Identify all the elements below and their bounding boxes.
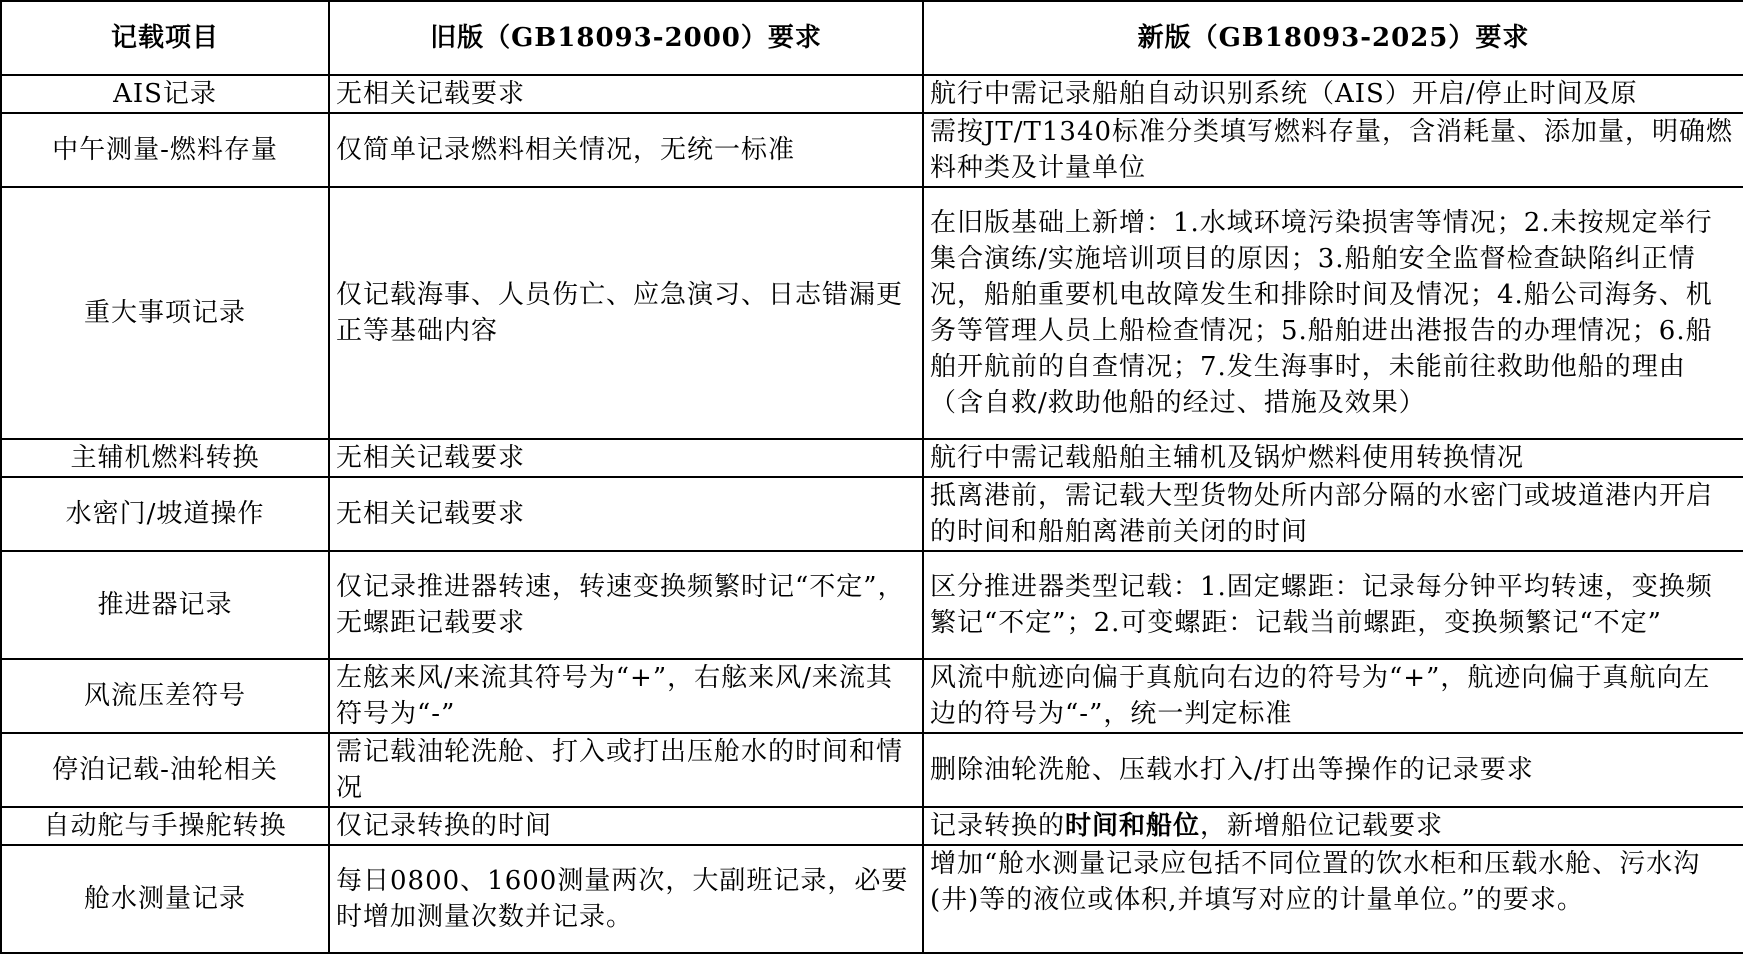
header-old-version: 旧版（GB18093-2000）要求 <box>329 1 923 75</box>
item-cell: 中午测量-燃料存量 <box>1 113 329 187</box>
new-requirement-cell <box>923 807 1743 845</box>
item-cell: 风流压差符号 <box>1 659 329 733</box>
item-cell: 主辅机燃料转换 <box>1 439 329 477</box>
table-row <box>1 75 1743 113</box>
item-cell: 停泊记载-油轮相关 <box>1 733 329 807</box>
table-row <box>1 659 1743 733</box>
old-requirement-cell: 左舷来风/来流其符号为“+”，右舷来风/来流其符号为“-” <box>329 659 923 733</box>
item-cell: 自动舵与手操舵转换 <box>1 807 329 845</box>
old-requirement-cell: 无相关记载要求 <box>329 439 923 477</box>
item-cell: 水密门/坡道操作 <box>1 477 329 551</box>
old-requirement-cell: 仅记载海事、人员伤亡、应急演习、日志错漏更正等基础内容 <box>329 187 923 439</box>
table-row <box>1 477 1743 551</box>
table-row <box>1 551 1743 659</box>
new-requirement-cell: 抵离港前，需记载大型货物处所内部分隔的水密门或坡道港内开启的时间和船舶离港前关闭的时间 <box>923 477 1743 551</box>
table-row <box>1 845 1743 953</box>
old-requirement-cell: 仅记录推进器转速，转速变换频繁时记“不定”，无螺距记载要求 <box>329 551 923 659</box>
table-row <box>1 113 1743 187</box>
header-new-version: 新版（GB18093-2025）要求 <box>923 1 1743 75</box>
new-requirement-prefix: 记录转换的 <box>930 811 1066 841</box>
item-cell: 推进器记录 <box>1 551 329 659</box>
new-requirement-cell: 风流中航迹向偏于真航向右边的符号为“+”，航迹向偏于真航向左边的符号为“-”，统一判定标准 <box>923 659 1743 733</box>
table-row <box>1 733 1743 807</box>
old-requirement-cell: 每日0800、1600测量两次，大副班记录，必要时增加测量次数并记录。 <box>329 845 923 953</box>
item-cell: 舱水测量记录 <box>1 845 329 953</box>
old-requirement-cell: 仅记录转换的时间 <box>329 807 923 845</box>
new-requirement-cell: 需按JT/T1340标准分类填写燃料存量，含消耗量、添加量，明确燃料种类及计量单位 <box>923 113 1743 187</box>
table-row <box>1 807 1743 845</box>
new-requirement-cell: 删除油轮洗舱、压载水打入/打出等操作的记录要求 <box>923 733 1743 807</box>
table-row <box>1 187 1743 439</box>
new-requirement-cell: 增加“舱水测量记录应包括不同位置的饮水柜和压载水舱、污水沟(井)等的液位或体积,并填写对应的计量单位。”的要求。 <box>923 845 1743 953</box>
old-requirement-cell: 仅简单记录燃料相关情况，无统一标准 <box>329 113 923 187</box>
item-cell: AIS记录 <box>1 75 329 113</box>
new-requirement-cell: 航行中需记录船舶自动识别系统（AIS）开启/停止时间及原 <box>923 75 1743 113</box>
old-requirement-cell: 无相关记载要求 <box>329 75 923 113</box>
old-requirement-cell: 需记载油轮洗舱、打入或打出压舱水的时间和情况 <box>329 733 923 807</box>
item-cell: 重大事项记录 <box>1 187 329 439</box>
new-requirement-cell: 区分推进器类型记载：1.固定螺距：记录每分钟平均转速，变换频繁记“不定”；2.可变螺距：记载当前螺距，变换频繁记“不定” <box>923 551 1743 659</box>
table-row <box>1 439 1743 477</box>
new-requirement-cell: 在旧版基础上新增：1.水域环境污染损害等情况；2.未按规定举行集合演练/实施培训项目的原因；3.船舶安全监督检查缺陷纠正情况，船舶重要机电故障发生和排除时间及情况；4.船公司海务、机务等管理人员上船检查情况；5.船舶进出港报告的办理情况；6.船舶开航前的自查情况；7.发生海事时，未能前往救助他船的理由（含自救/救助他船的经过、措施及效果） <box>923 187 1743 439</box>
new-requirement-emphasis: 时间和船位 <box>1065 811 1201 841</box>
header-item: 记载项目 <box>1 1 329 75</box>
header-row <box>1 1 1743 75</box>
new-requirement-suffix: ，新增船位记载要求 <box>1200 811 1444 841</box>
old-requirement-cell: 无相关记载要求 <box>329 477 923 551</box>
new-requirement-cell: 航行中需记载船舶主辅机及锅炉燃料使用转换情况 <box>923 439 1743 477</box>
